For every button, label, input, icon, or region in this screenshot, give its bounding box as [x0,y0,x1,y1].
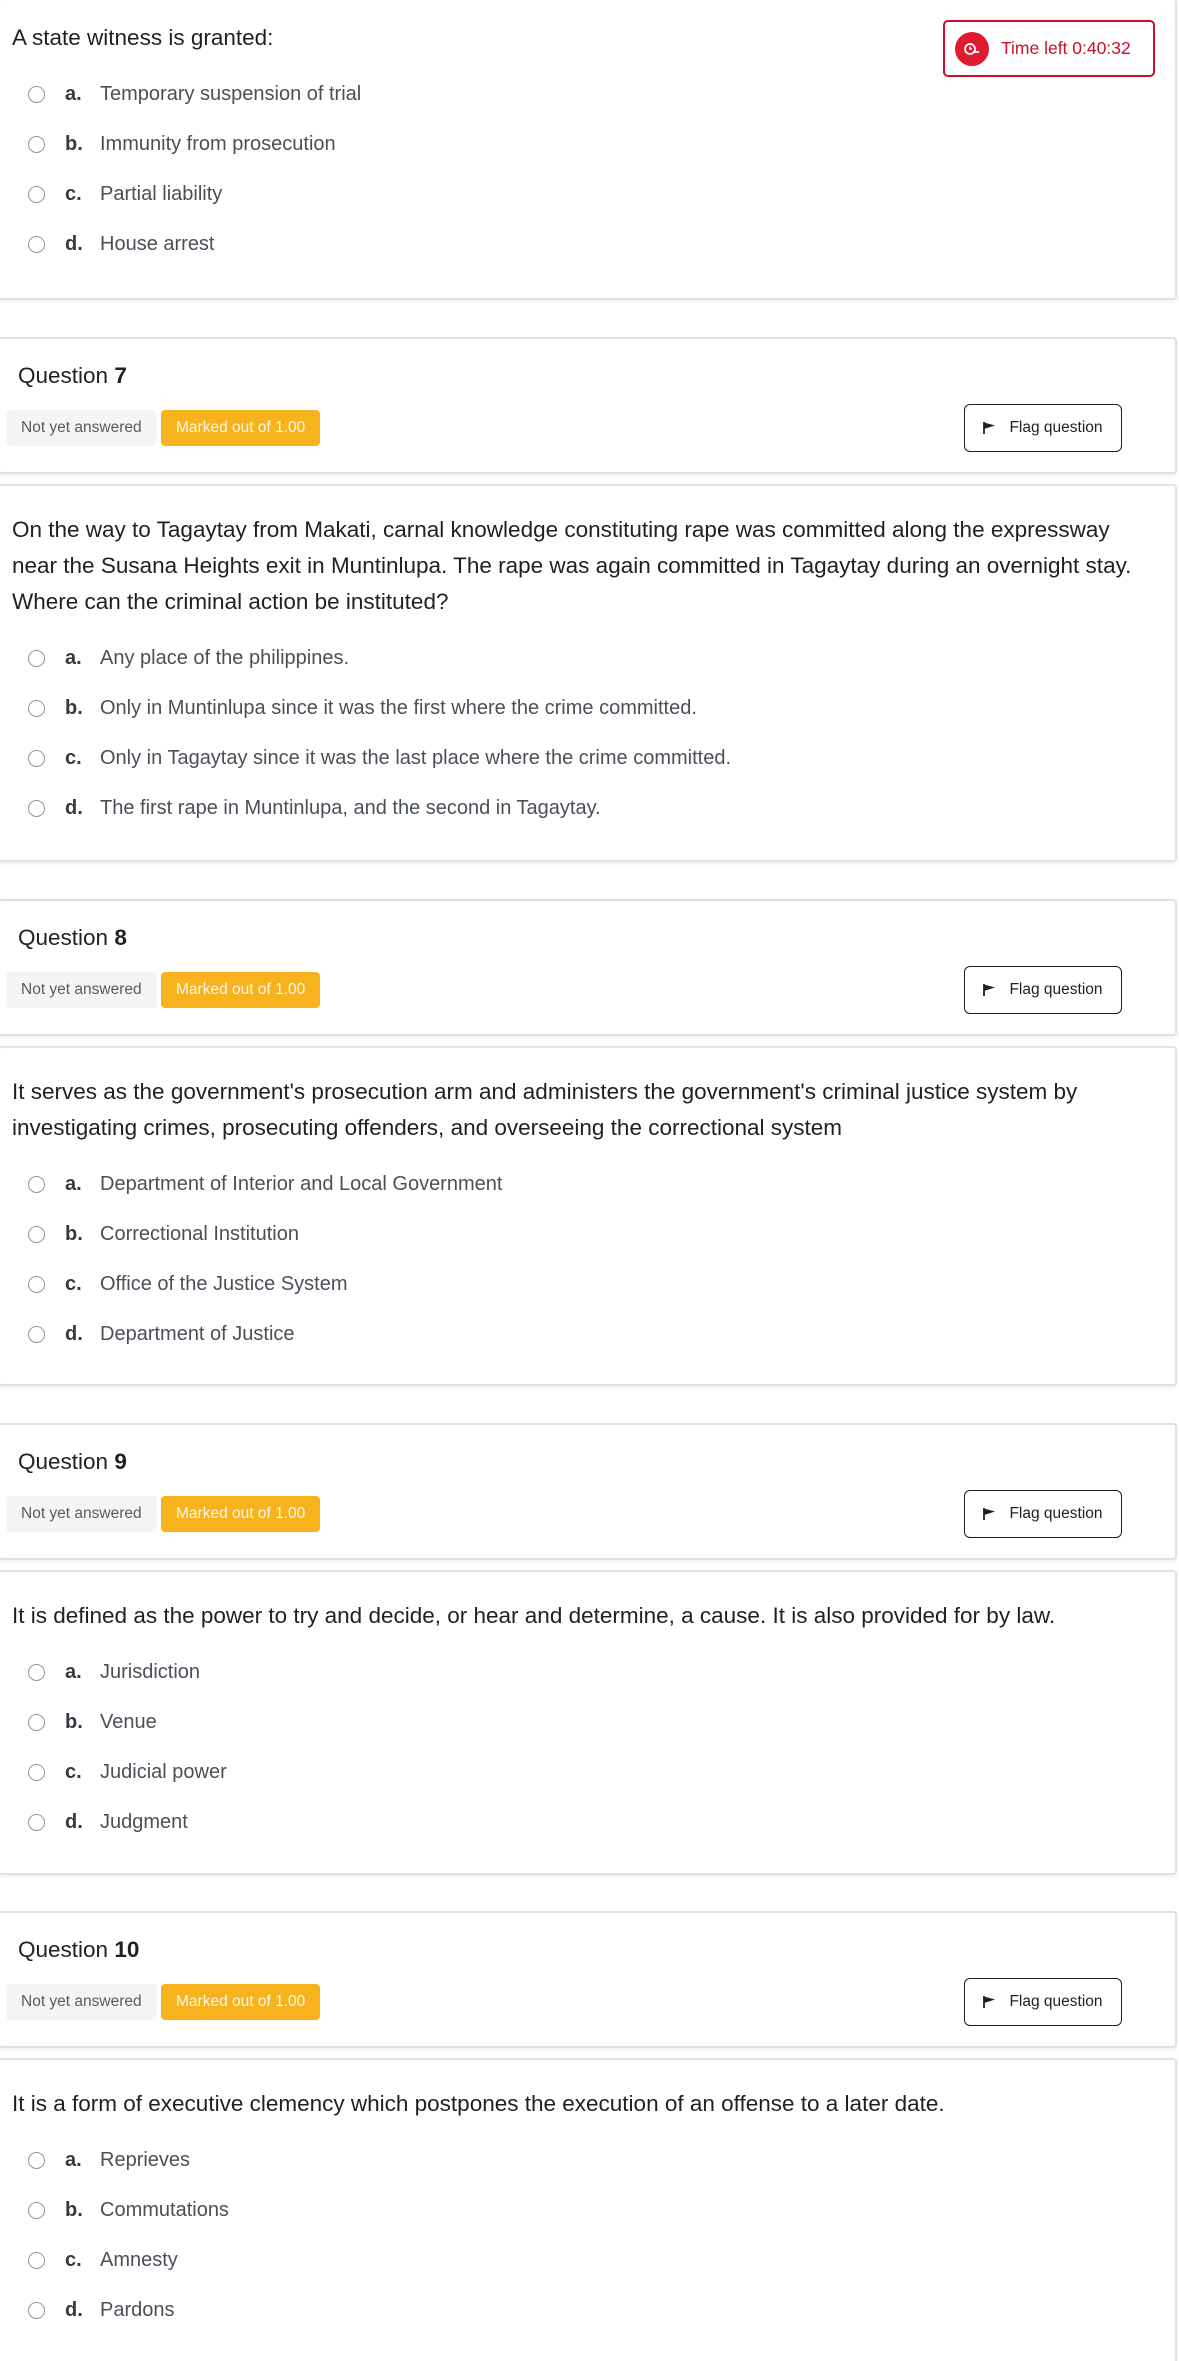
clock-icon [955,32,989,66]
timer-box [943,20,1155,77]
radio-button[interactable] [28,236,45,253]
radio-button[interactable] [28,2152,45,2169]
question-7-content [0,484,1177,862]
question-title: Question 8 [18,925,127,950]
option-d[interactable]: d. Department of Justice [28,1317,295,1351]
radio-button[interactable] [28,136,45,153]
radio-button[interactable] [28,1326,45,1343]
status-badge: Not yet answered [6,1496,157,1532]
option-b[interactable]: b. Correctional Institution [28,1217,299,1251]
radio-button[interactable] [28,2252,45,2269]
option-d[interactable]: d. Judgment [28,1805,188,1839]
option-d[interactable]: d. Pardons [28,2293,175,2327]
question-text: It is defined as the power to try and decide, or hear and determine, a cause. It is also provided for by law. [12,1603,1056,1628]
option-a[interactable]: a. Any place of the philippines. [28,641,349,675]
marks-badge: Marked out of 1.00 [161,1984,320,2020]
status-badge: Not yet answered [6,972,157,1008]
question-title: Question 7 [18,363,127,388]
flag-icon [983,983,997,997]
status-badge: Not yet answered [6,410,157,446]
option-a[interactable]: a. Reprieves [28,2143,190,2177]
radio-button[interactable] [28,1276,45,1293]
radio-button[interactable] [28,2202,45,2219]
question-9-info [0,1423,1177,1560]
option-c[interactable]: c. Judicial power [28,1755,227,1789]
radio-button[interactable] [28,1664,45,1681]
option-b[interactable]: b. Venue [28,1705,157,1739]
flag-icon [983,1995,997,2009]
option-a[interactable]: a. Temporary suspension of trial [28,77,361,111]
marks-badge: Marked out of 1.00 [161,1496,320,1532]
question-title: Question 10 [18,1937,140,1962]
question-8-info [0,899,1177,1036]
radio-button[interactable] [28,1176,45,1193]
question-7-info [0,337,1177,474]
option-d[interactable]: d. The first rape in Muntinlupa, and the second in Tagaytay. [28,791,601,825]
option-c[interactable]: c. Only in Tagaytay since it was the last place where the crime committed. [28,741,731,775]
radio-button[interactable] [28,86,45,103]
radio-button[interactable] [28,1814,45,1831]
question-text: On the way to Tagaytay from Makati, carnal knowledge constituting rape was committed along the expressway near the Susana Heights exit in Muntinlupa. The rape was again committed in Tagaytay during an overnight stay. Where can the criminal action be instituted? [12,517,1132,614]
radio-button[interactable] [28,186,45,203]
radio-button[interactable] [28,1714,45,1731]
option-a[interactable]: a. Department of Interior and Local Government [28,1167,502,1201]
flag-question-button[interactable]: Flag question [964,1978,1122,2026]
question-title: Question 9 [18,1449,127,1474]
option-b[interactable]: b. Immunity from prosecution [28,127,336,161]
marks-badge: Marked out of 1.00 [161,972,320,1008]
radio-button[interactable] [28,1226,45,1243]
option-a[interactable]: a. Jurisdiction [28,1655,200,1689]
option-c[interactable]: c. Partial liability [28,177,222,211]
question-text: A state witness is granted: [12,25,274,50]
question-10-content [0,2058,1177,2361]
option-b[interactable]: b. Only in Muntinlupa since it was the first where the crime committed. [28,691,697,725]
option-d[interactable]: d. House arrest [28,227,215,261]
option-c[interactable]: c. Office of the Justice System [28,1267,348,1301]
radio-button[interactable] [28,650,45,667]
flag-question-button[interactable]: Flag question [964,966,1122,1014]
time-left: Time left 0:40:32 [1001,38,1131,58]
radio-button[interactable] [28,1764,45,1781]
question-9-content [0,1570,1177,1875]
radio-button[interactable] [28,2302,45,2319]
flag-icon [983,1507,997,1521]
flag-question-button[interactable]: Flag question [964,1490,1122,1538]
flag-icon [983,421,997,435]
question-text: It is a form of executive clemency which postpones the execution of an offense to a later date. [12,2091,945,2116]
status-badge: Not yet answered [6,1984,157,2020]
question-8-content [0,1046,1177,1386]
option-c[interactable]: c. Amnesty [28,2243,178,2277]
radio-button[interactable] [28,750,45,767]
radio-button[interactable] [28,700,45,717]
option-b[interactable]: b. Commutations [28,2193,229,2227]
radio-button[interactable] [28,800,45,817]
question-10-info [0,1911,1177,2048]
marks-badge: Marked out of 1.00 [161,410,320,446]
flag-question-button[interactable]: Flag question [964,404,1122,452]
question-text: It serves as the government's prosecution arm and administers the government's criminal justice system by investigating crimes, prosecuting offenders, and overseeing the correctional system [12,1079,1078,1140]
